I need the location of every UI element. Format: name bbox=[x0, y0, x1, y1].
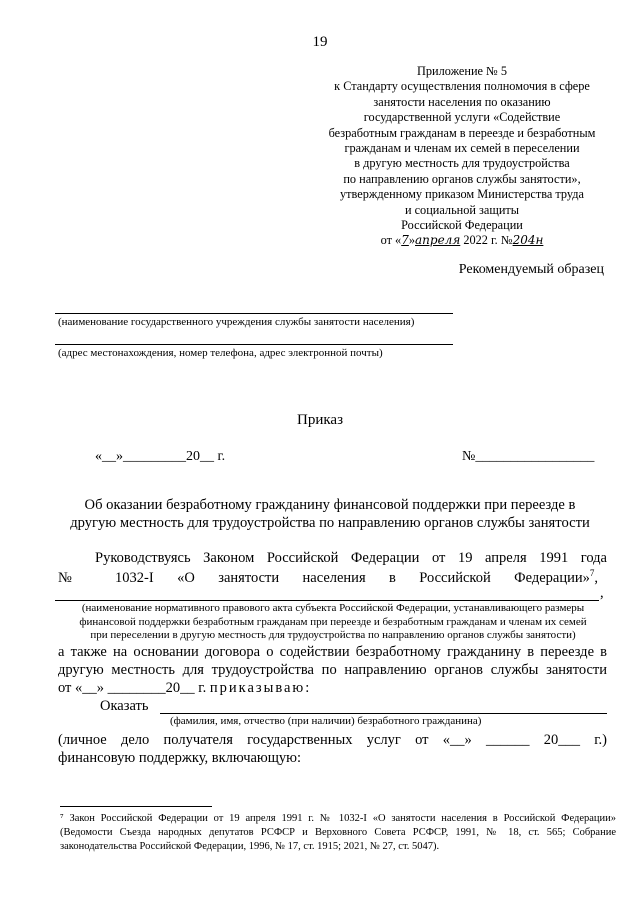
address-caption: (адрес местонахождения, номер телефона, адрес электронной почты) bbox=[58, 347, 383, 359]
body-text: № 1032-I «О занятости населения в Российской Федерации» bbox=[58, 569, 590, 586]
annex-line: безработным гражданам в переезде и безработным bbox=[328, 125, 596, 140]
person-name-line bbox=[160, 713, 607, 714]
institution-caption: (наименование государственного учреждения службы занятости населения) bbox=[58, 316, 415, 328]
annex-line: в другую местность для трудоустройства bbox=[354, 156, 570, 171]
body-text: , bbox=[594, 569, 598, 586]
annex-line: и социальной защиты bbox=[404, 202, 520, 217]
person-caption: (фамилия, имя, отчество (при наличии) безработного гражданина) bbox=[170, 715, 482, 727]
body-line: а также на основании договора о содействии безработному гражданину в переезде в bbox=[58, 644, 607, 660]
footnote-text: ⁷ Закон Российской Федерации от 19 апреля 1991 г. № 1032-I «О занятости населения в Российской Федерации» (Ведомости Съезда народных депутатов РСФСР и Верховного Совета РСФСР, 1991, № 18, ст. 565; Собрание законодательства Российской Федерации, 1996, № 17, ст. 1915; 2021, № 27, ст. 5047). bbox=[60, 813, 616, 852]
caption-line: (наименование нормативного правового акта субъекта Российской Федерации, устанавливающего размеры bbox=[81, 602, 585, 614]
assist-label: Оказать bbox=[100, 698, 149, 714]
subject-line: Об оказании безработному гражданину финансовой поддержки при переезде в bbox=[84, 497, 576, 513]
agreement-date-field: от «__» ________20__ г. bbox=[58, 680, 207, 696]
annex-line: гражданам и членам их семей в переселении bbox=[344, 141, 580, 156]
order-verb: приказываю: bbox=[209, 680, 312, 696]
order-number-handwritten: 204н bbox=[512, 233, 544, 248]
annex-line: утвержденному приказом Министерства труда bbox=[340, 187, 584, 202]
annex-block bbox=[312, 64, 612, 249]
recommended-sample-label: Рекомендуемый образец bbox=[458, 262, 604, 277]
footnote-separator bbox=[60, 806, 212, 807]
caption-line: при переселении в другую местность для трудоустройства по направлению органов службы занятости) bbox=[90, 629, 576, 641]
annex-line: к Стандарту осуществления полномочия в сфере bbox=[334, 79, 590, 94]
order-month-handwritten: апреля bbox=[415, 233, 461, 248]
annex-line: Российской Федерации bbox=[401, 218, 523, 233]
document-title: Приказ bbox=[296, 412, 343, 428]
order-prefix: от « bbox=[380, 233, 402, 248]
annex-line: Приложение № 5 bbox=[416, 64, 508, 78]
caption-line: финансовой поддержки безработным гражданам при переезде и безработным гражданам и членам их семей bbox=[79, 615, 587, 628]
legal-act-caption bbox=[58, 602, 608, 643]
annex-line: государственной услуги «Содействие bbox=[363, 110, 561, 125]
order-day-handwritten: 7 bbox=[401, 233, 409, 248]
address-line bbox=[55, 344, 453, 345]
legal-act-line bbox=[55, 600, 599, 601]
body-line: финансовую поддержку, включающую: bbox=[58, 750, 302, 766]
page-number: 19 bbox=[312, 34, 328, 50]
body-line: другую местность для трудоустройства по направлению органов службы занятости bbox=[58, 662, 607, 678]
subject-heading bbox=[40, 496, 620, 532]
legal-act-comma: , bbox=[600, 585, 604, 601]
order-number-field: №_________________ bbox=[462, 449, 595, 464]
body-line: (личное дело получателя государственных услуг от «__» ______ 20___ г.) bbox=[58, 732, 607, 748]
annex-line: по направлению органов службы занятости», bbox=[343, 171, 581, 186]
order-date-line bbox=[312, 233, 612, 248]
body-line bbox=[58, 680, 311, 697]
body-line bbox=[58, 568, 607, 587]
footnote-ref: 7 bbox=[589, 568, 595, 578]
order-year: 2022 г. № bbox=[460, 233, 513, 248]
order-date-field: «__»_________20__ г. bbox=[95, 449, 226, 464]
subject-line: другую местность для трудоустройства по направлению органов службы занятости bbox=[70, 515, 590, 531]
annex-line: занятости населения по оказанию bbox=[373, 94, 551, 109]
order-middle: » bbox=[408, 233, 416, 248]
body-line: Руководствуясь Законом Российской Федерации от 19 апреля 1991 года bbox=[95, 550, 607, 566]
institution-line bbox=[55, 313, 453, 314]
